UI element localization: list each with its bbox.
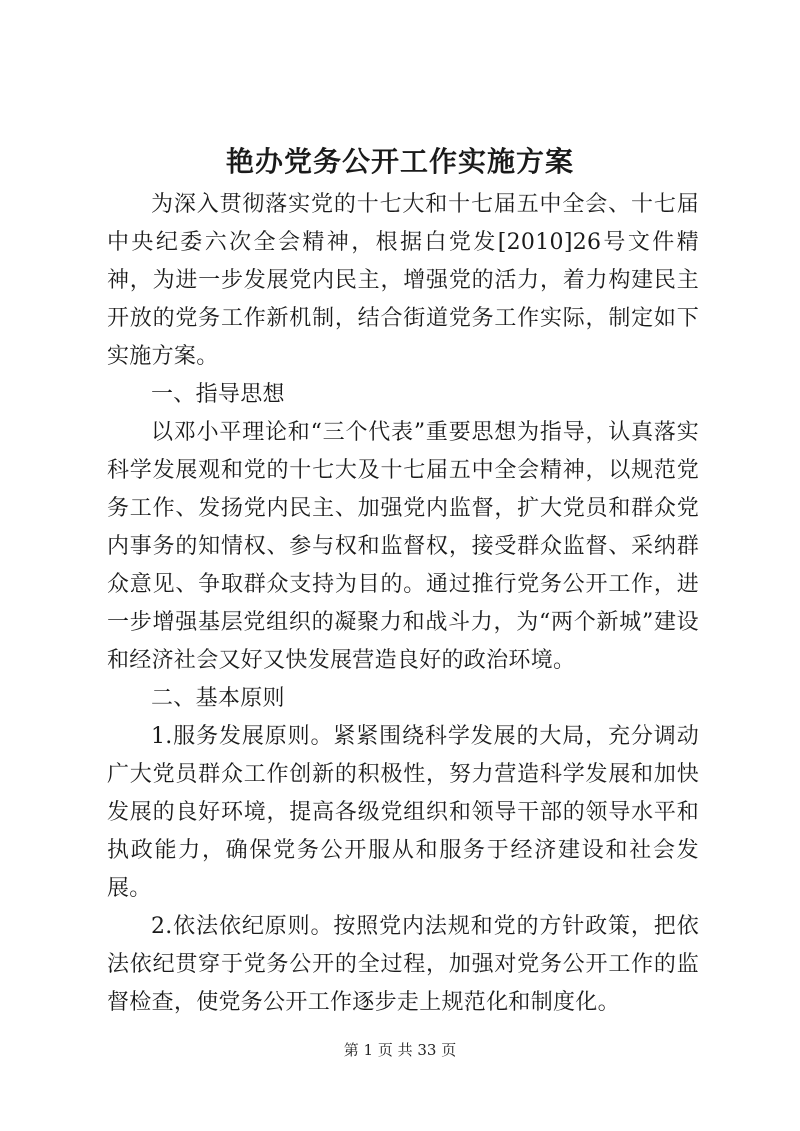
page-number-footer: 第 1 页 共 33 页 (343, 1041, 457, 1059)
paragraph-guiding-ideology: 以邓小平理论和“三个代表”重要思想为指导，认真落实科学发展观和党的十七大及十七届五中全会精神，以规范党务工作、发扬党内民主、加强党内监督，扩大党员和群众党内事务的知情权、参与权和监督权，接受群众监督、采纳群众意见、争取群众支持为目的。通过推行党务公开工作，进一步增强基层党组织的凝聚力和战斗力，为“两个新城”建设和经济社会又好又快发展营造良好的政治环境。 (107, 420, 699, 673)
paragraph-principle-2: 2.依法依纪原则。按照党内法规和党的方针政策，把依法依纪贯穿于党务公开的全过程，加强对党务公开工作的监督检查，使党务公开工作逐步走上规范化和制度化。 (107, 914, 699, 1015)
document-body (107, 186, 699, 1022)
paragraph-principle-1: 1.服务发展原则。紧紧围绕科学发展的大局，充分调动广大党员群众工作创新的积极性，努力营造科学发展和加快发展的良好环境，提高各级党组织和领导干部的领导水平和执政能力，确保党务公开服从和服务于经济建设和社会发展。 (107, 724, 699, 901)
section-heading-basic-principles: 二、基本原则 (151, 686, 285, 711)
document-title: 艳办党务公开工作实施方案 (225, 145, 574, 178)
section-heading-guiding-ideology: 一、指导思想 (151, 382, 285, 407)
paragraph-intro: 为深入贯彻落实党的十七大和十七届五中全会、十七届中央纪委六次全会精神，根据白党发[2010]26号文件精神，为进一步发展党内民主，增强党的活力，着力构建民主开放的党务工作新机制，结合街道党务工作实际，制定如下实施方案。 (107, 192, 699, 369)
